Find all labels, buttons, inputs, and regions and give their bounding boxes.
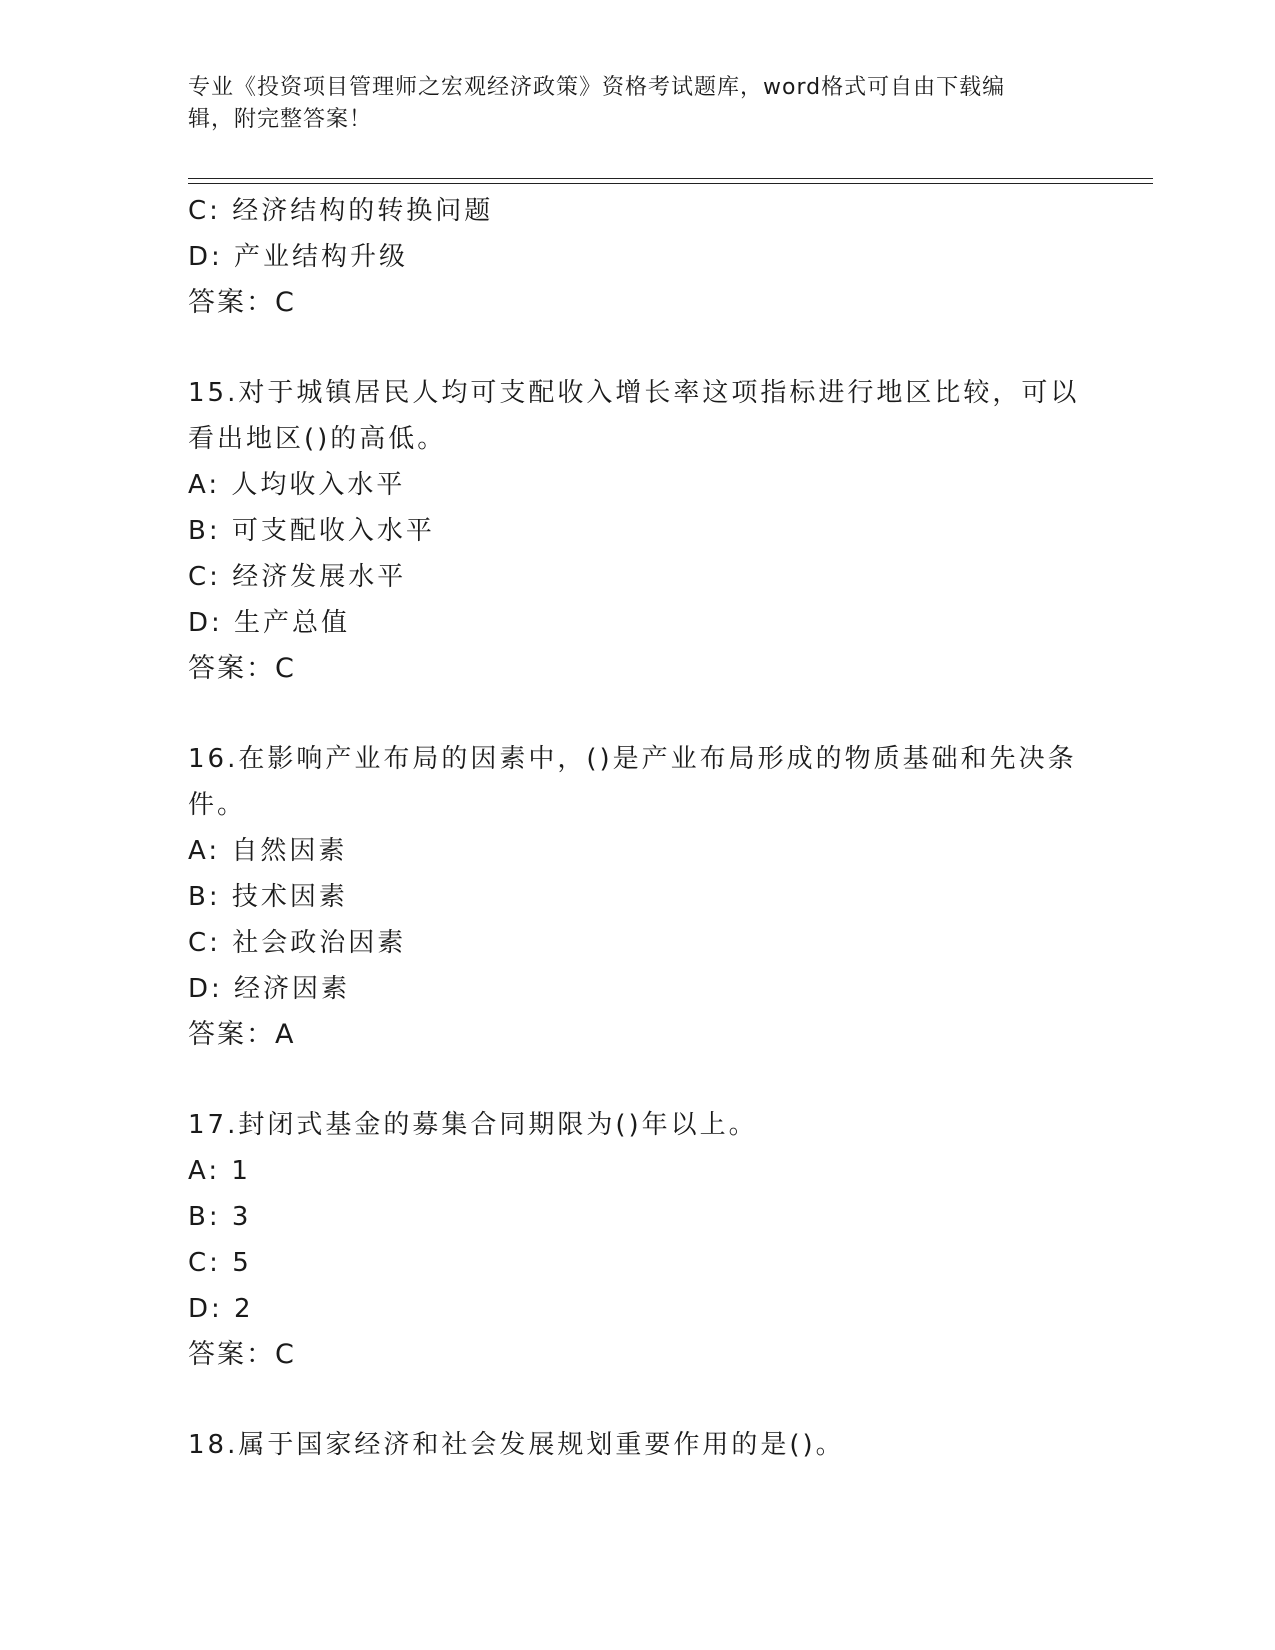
option-a <box>188 462 1088 508</box>
option-b <box>188 1194 1088 1240</box>
answer-line: 答案：C <box>188 287 296 318</box>
option-text: 经济结构的转换问题 <box>232 196 494 226</box>
question-text-line-1: 18.属于国家经济和社会发展规划重要作用的是()。 <box>188 1430 845 1460</box>
header-divider-bottom <box>188 183 1153 184</box>
option-b <box>188 508 1088 554</box>
option-label: D: <box>188 974 223 1004</box>
question-15 <box>188 370 1088 692</box>
option-text: 5 <box>232 1248 252 1278</box>
option-label: C: <box>188 562 221 592</box>
document-header <box>188 72 1068 136</box>
option-label: D: <box>188 608 223 638</box>
question-text-line-1: 17.封闭式基金的募集合同期限为()年以上。 <box>188 1110 758 1140</box>
prev-question-tail <box>188 188 1088 326</box>
option-text: 2 <box>234 1294 254 1324</box>
answer-line: 答案：C <box>188 1339 296 1370</box>
option-label: D: <box>188 242 223 272</box>
option-d <box>188 1286 1088 1332</box>
option-d <box>188 600 1088 646</box>
option-label: B: <box>188 1202 221 1232</box>
option-label: B: <box>188 516 221 546</box>
question-text-line-1: 16.在影响产业布局的因素中，()是产业布局形成的物质基础和先决条 <box>188 744 1077 774</box>
option-c <box>188 188 1088 234</box>
option-text: 社会政治因素 <box>232 928 407 958</box>
answer-line: 答案：A <box>188 1019 296 1050</box>
option-d <box>188 234 1088 280</box>
question-text <box>188 1422 1088 1468</box>
option-text: 产业结构升级 <box>234 242 409 272</box>
answer-line: 答案：C <box>188 653 296 684</box>
question-content <box>188 188 1088 1468</box>
option-c <box>188 554 1088 600</box>
option-text: 经济因素 <box>234 974 351 1004</box>
question-text <box>188 736 1088 828</box>
option-text: 技术因素 <box>231 882 348 912</box>
option-text: 人均收入水平 <box>231 470 406 500</box>
option-label: C: <box>188 928 221 958</box>
question-text-line-2: 看出地区()的高低。 <box>188 424 447 454</box>
option-b <box>188 874 1088 920</box>
option-text: 1 <box>231 1156 251 1186</box>
option-text: 生产总值 <box>234 608 351 638</box>
option-label: D: <box>188 1294 223 1324</box>
option-text: 自然因素 <box>231 836 348 866</box>
question-16 <box>188 736 1088 1058</box>
option-c <box>188 1240 1088 1286</box>
option-text: 经济发展水平 <box>232 562 407 592</box>
option-label: C: <box>188 1248 221 1278</box>
option-text: 3 <box>231 1202 252 1232</box>
option-label: C: <box>188 196 221 226</box>
option-label: A: <box>188 836 221 866</box>
option-label: A: <box>188 470 221 500</box>
question-text <box>188 370 1088 462</box>
header-line-2: 辑，附完整答案！ <box>188 107 373 132</box>
option-c <box>188 920 1088 966</box>
option-a <box>188 1148 1088 1194</box>
question-text-line-2: 件。 <box>188 790 247 820</box>
question-text <box>188 1102 1088 1148</box>
option-label: A: <box>188 1156 221 1186</box>
question-text-line-1: 15.对于城镇居民人均可支配收入增长率这项指标进行地区比较，可以 <box>188 378 1080 408</box>
option-a <box>188 828 1088 874</box>
option-d <box>188 966 1088 1012</box>
header-line-1: 专业《投资项目管理师之宏观经济政策》资格考试题库，word格式可自由下载编 <box>188 75 1006 100</box>
question-17 <box>188 1102 1088 1378</box>
header-divider-top <box>188 178 1153 179</box>
option-label: B: <box>188 882 221 912</box>
option-text: 可支配收入水平 <box>231 516 435 546</box>
question-18 <box>188 1422 1088 1468</box>
